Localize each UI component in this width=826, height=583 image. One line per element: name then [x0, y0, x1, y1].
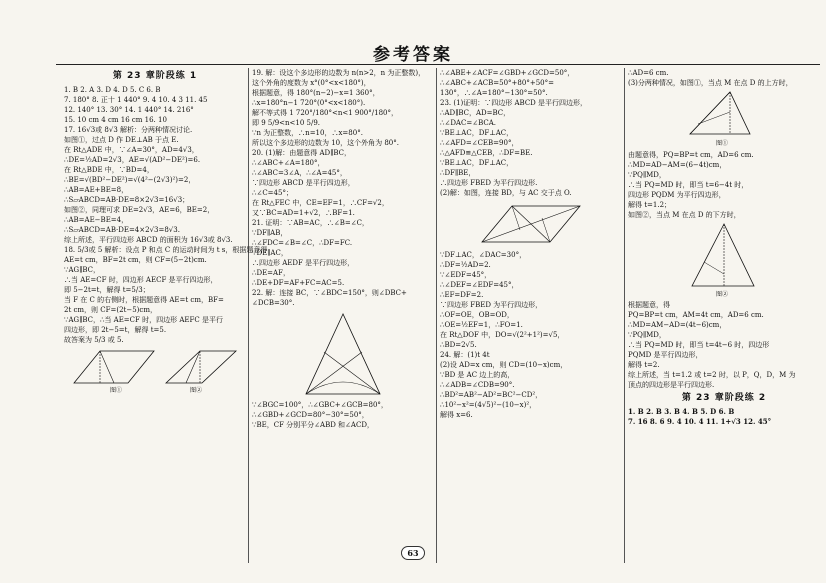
text-line: ∵DF∥AB， [252, 229, 288, 237]
text-line: ∵四边形 ABCD 是平行四边形， [252, 179, 355, 187]
text-line: ∵PQ∥MD， [628, 171, 666, 179]
text-line: 如图①，过点 D 作 DE⊥AB 于点 E. [64, 136, 179, 144]
text-line: 12. 140° 13. 30° 14. 1 440° 14. 216° [64, 106, 194, 114]
text-line: ∴∠DEF=∠EDF=45°， [440, 281, 519, 289]
text-line: (2)设 AD=x cm，则 CD=(10−x)cm， [440, 361, 568, 369]
text-line: 解得 x=6. [440, 411, 473, 419]
title-rule [56, 64, 820, 65]
column-2 [252, 68, 434, 568]
section-heading: 第 23 章阶段练 1 [112, 71, 198, 81]
column-1 [64, 68, 268, 568]
text-line: ∴DE+DF=AF+FC=AC=5. [252, 279, 345, 287]
text-line: 四边形，即 2t−5=t，解得 t=5. [64, 326, 167, 334]
text-line: 即 5−2t=t，解得 t=5/3； [64, 286, 150, 294]
text-line: ∠DCB=30°. [252, 299, 295, 307]
text-line: ∴∠DAC=∠BCA. [440, 119, 496, 127]
text-line: ∴当 PQ=MD 时，即当 t=4t−6 时，四边形 [628, 341, 770, 349]
text-line: 根据题意，得 180°(n−2)−x=1 360°， [252, 89, 380, 97]
text-line: 在 Rt△ADE 中，∵∠A=30°，AD=4√3， [64, 146, 199, 154]
text-line: 综上所述，当 t=1.2 或 t=2 时，以 P，Q，D，M 为 [628, 371, 796, 379]
text-line: ∵BE，CF 分别平分∠ABD 和∠ACD， [252, 421, 374, 429]
text-line: ∴∠ABE+∠ACF=∠GBD+∠GCD=50°， [440, 69, 575, 77]
text-line: ∴BD²=AB²−AD²=BC²−CD²， [440, 391, 543, 399]
text-line: 15. 10 cm 4 cm 16 cm 16. 10 [64, 116, 167, 124]
text-line: ∴∠C=45°； [252, 189, 293, 197]
text-line: 所以这个多边形的边数为 10，这个外角为 80°. [252, 139, 399, 147]
page-title: 参考答案 [373, 45, 453, 65]
text-line: (2)解：如图，连接 BD，与 AC 交于点 O. [440, 189, 572, 197]
text-line: ∵DE∥AC， [252, 249, 288, 257]
text-line: ∴AB=AE+BE=8， [64, 186, 129, 194]
text-line: 在 Rt△DOF 中，DO=√(2²+1²)=√5， [440, 331, 565, 339]
text-line: ∴OF=OE，OB=OD， [440, 311, 514, 319]
answer-line: 7. 16 8. 6 9. 4 10. 4 11. 1+√3 12. 45° [628, 417, 772, 426]
figure-caption-1: 图① [716, 140, 729, 147]
text-line: ∴DF=½AD=2. [440, 261, 491, 269]
text-line: ∴BE=√(BD²−DE²)=√(4²−(2√3)²)=2， [64, 176, 196, 184]
triangle-figure-2 [684, 222, 764, 298]
parallelogram-bd-figure [476, 200, 586, 248]
text-line: 四边形 PQDM 为平行四边形， [628, 191, 726, 199]
text-line: 顶点的四边形是平行四边形. [628, 381, 715, 389]
text-line: ∴∠ABC+∠A=180°， [252, 159, 325, 167]
text-line: PQ=BP=t cm，AM=4t cm，AD=6 cm. [628, 311, 764, 319]
text-line: 在 Rt△BDE 中，∵BD=4， [64, 166, 154, 174]
text-line: 23. (1)证明：∵四边形 ABCD 是平行四边形， [440, 99, 588, 107]
text-line: 24. 解：(1)t 4t [440, 351, 490, 359]
text-line: ∵AG∥BC，∴当 AE=CF 时，四边形 AEFC 是平行 [64, 316, 223, 324]
text-line: 2t cm，则 CF=(2t−5)cm， [64, 306, 157, 314]
text-line: ∵PQ∥MD， [628, 331, 666, 339]
page-number: 63 [398, 546, 428, 560]
text-line: ∴MD=AM−AD=(4t−6)cm， [628, 321, 727, 329]
text-line: 在 Rt△FEC 中，CE=EF=1，∴CF=√2， [252, 199, 389, 207]
text-line: ∴DF∥BE， [440, 169, 476, 177]
text-line: 130°，∴∠A=180°−130°=50°. [440, 89, 548, 97]
column-divider [624, 68, 625, 563]
text-line: 18. 5/3或 5 解析：设点 P 和点 C 的运动时间为 t s，根据题意得 [64, 246, 268, 254]
text-line: ∵BE⊥AC，DF⊥AC， [440, 159, 514, 167]
text-line: ∴当 PQ=MD 时，即当 t=6−4t 时， [628, 181, 749, 189]
text-line: ∴AB=AE−BE=4， [64, 216, 129, 224]
text-line: ∵∠EDF=45°， [440, 271, 492, 279]
text-line: ∴x=180°n−1 720°(0°<x<180°). [252, 99, 366, 107]
text-line: ∴△AFD≌△CEB，∴DF=BE. [440, 149, 533, 157]
text-line: ∴10²−x²=(4√5)²−(10−x)²， [440, 401, 537, 409]
text-line: ∴S▱ABCD=AB·DE=8×2√3=16√3； [64, 196, 190, 204]
text-line: 故答案为 5/3 或 5. [64, 336, 124, 344]
text-line: 19. 解：设这个多边形的边数为 n(n>2，n 为正整数)， [252, 69, 426, 77]
text-line: 21. 证明：∵AB=AC，∴∠B=∠C， [252, 219, 369, 227]
text-line: ∵DF⊥AC，∠DAC=30°， [440, 251, 527, 259]
text-line: PQMD 是平行四边形， [628, 351, 703, 359]
text-line: ∴S▱ABCD=AB·DE=4×2√3=8√3. [64, 226, 180, 234]
column-4 [628, 68, 820, 568]
text-line: 解得 t=1.2； [628, 201, 672, 209]
text-line: 当 F 在 C 的右侧时，根据题意得 AE=t cm，BF= [64, 296, 224, 304]
text-line: ∴AD∥BC，AD=BC， [440, 109, 511, 117]
text-line: ∵BE⊥AC，DF⊥AC， [440, 129, 514, 137]
text-line: ∵BD 是 AC 边上的高， [440, 371, 515, 379]
text-line: 由题意得，PQ=BP=t cm，AD=6 cm. [628, 151, 754, 159]
text-line: AE=t cm，BF=2t cm，则 CF=(5−2t)cm. [64, 256, 207, 264]
text-line: ∴∠ADB=∠CDB=90°. [440, 381, 515, 389]
figure-caption-1: 图① [110, 387, 123, 394]
triangle-figure-1 [684, 90, 764, 148]
section-heading: 第 23 章阶段练 2 [681, 393, 767, 403]
text-line: ∵四边形 FBED 为平行四边形， [440, 301, 543, 309]
text-line: ∴∠ABC=3∠A，∴∠A=45°， [252, 169, 347, 177]
text-line: ∴OE=½EF=1，∴FO=1. [440, 321, 523, 329]
text-line: 17. 16√3或 8√3 解析：分两种情况讨论. [64, 126, 193, 134]
column-3 [440, 68, 622, 568]
text-line: 综上所述，平行四边形 ABCD 的面积为 16√3或 8√3. [64, 236, 233, 244]
triangle-figure [298, 310, 388, 398]
text-line: ∴∠FDC=∠B=∠C，∴DF=FC. [252, 239, 353, 247]
text-line: 如图②，同理可求 DE=2√3，AE=6，BE=2， [64, 206, 215, 214]
text-line: ∴∠ABC+∠ACB=50°+80°+50°= [440, 79, 554, 87]
text-line: ∵n 为正整数，∴n=10，∴x=80°. [252, 129, 363, 137]
text-line: 这个外角的度数为 x°(0°<x<180°)， [252, 79, 371, 87]
text-line: (3)分两种情况，如图①，当点 M 在点 D 的上方时， [628, 79, 793, 87]
text-line: ∴DE=½AD=2√3，AE=√(AD²−DE²)=6. [64, 156, 201, 164]
figure-caption-2: 图② [716, 291, 729, 298]
text-line: ∴MD=AD−AM=(6−4t)cm， [628, 161, 727, 169]
text-line: ∵AG∥BC， [64, 266, 100, 274]
parallelogram-figures [70, 347, 240, 393]
text-line: 解不等式得 1 720°/180°<n<1 900°/180°， [252, 109, 398, 117]
text-line: 7. 180° 8. 正十 1 440° 9. 4 10. 4 3 11. 45 [64, 96, 208, 104]
text-line: 22. 解：连接 BC，∵∠BDC=150°，则∠DBC+ [252, 289, 407, 297]
text-line: ∴DE=AF， [252, 269, 290, 277]
text-line: 如图②，当点 M 在点 D 的下方时， [628, 211, 741, 219]
answer-line: 1. B 2. B 3. B 4. B 5. D 6. B [628, 407, 735, 416]
text-line: ∴四边形 FBED 为平行四边形. [440, 179, 538, 187]
text-line: 即 9 5/9<n<10 5/9. [252, 119, 321, 127]
text-line: 解得 t=2. [628, 361, 660, 369]
text-line: ∴当 AE=CF 时，四边形 AECF 是平行四边形， [64, 276, 218, 284]
text-line: ∴BD=2√5. [440, 341, 477, 349]
text-line: 20. (1)解：由题意得 AD∥BC， [252, 149, 352, 157]
column-divider [248, 68, 249, 563]
text-line: 根据题意，得 [628, 301, 670, 309]
text-line: ∴∠AFD=∠CEB=90°， [440, 139, 519, 147]
text-line: 又∵BC=AD=1+√2，∴BF=1. [252, 209, 355, 217]
text-line: 1. B 2. A 3. D 4. D 5. C 6. B [64, 86, 161, 94]
text-line: ∴四边形 AEDF 是平行四边形， [252, 259, 355, 267]
text-line: ∴∠GBD+∠GCD=80°−30°=50°， [252, 411, 369, 419]
text-line: ∴AD=6 cm. [628, 69, 669, 77]
text-line: ∴EF=DF=2. [440, 291, 484, 299]
column-divider [436, 68, 437, 563]
figure-caption-2: 图② [190, 387, 203, 394]
text-line: ∵∠BGC=100°，∴∠GBC+∠GCB=80°， [252, 401, 388, 409]
